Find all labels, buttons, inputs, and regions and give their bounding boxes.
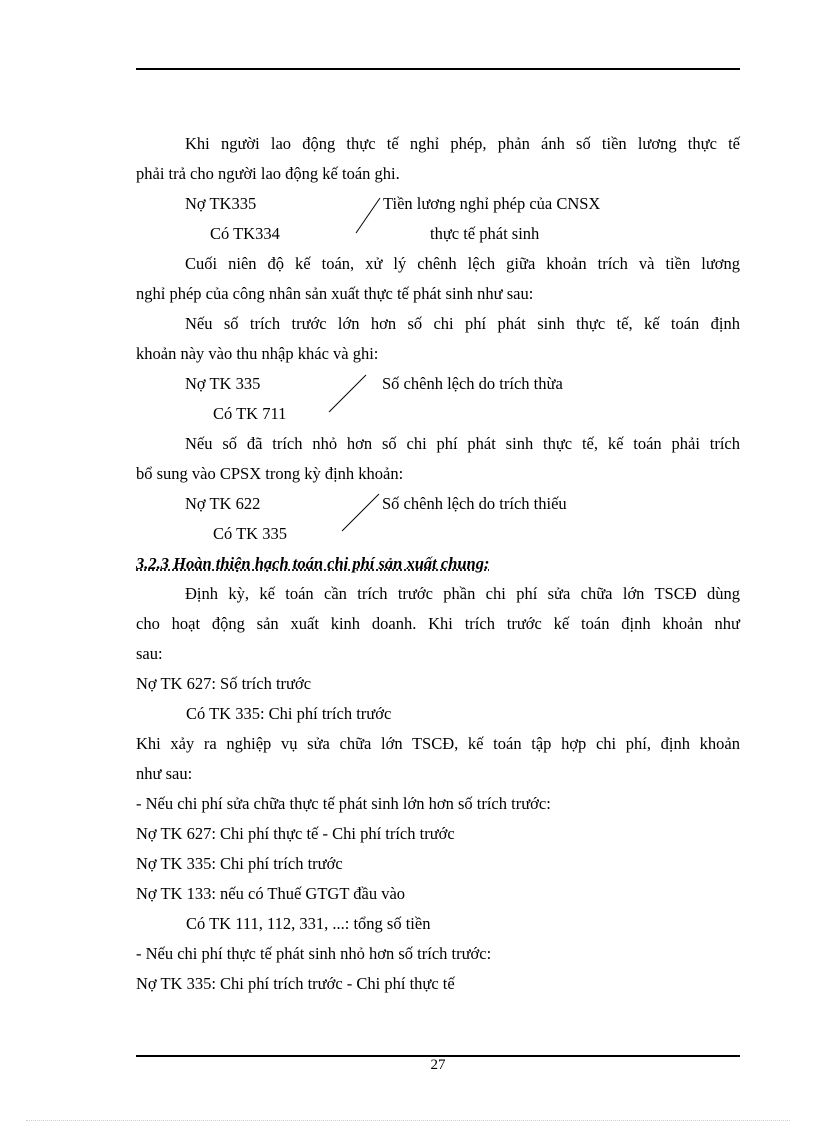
paragraph-line: Nếu số đã trích nhỏ hơn số chi phí phát sinh thực tế, kế toán phải trích [185, 434, 740, 453]
header-rule [136, 68, 740, 70]
paragraph-line: cho hoạt động sản xuất kinh doanh. Khi trích trước kế toán định khoản như [136, 614, 740, 633]
journal-entry-2-credit-line [136, 399, 740, 429]
paragraph-line: như sau: [136, 764, 193, 783]
paragraph-line: khoản này vào thu nhập khác và ghi: [136, 344, 379, 363]
paragraph-line: phải trả cho người lao động kế toán ghi. [136, 164, 400, 183]
page-number: 27 [430, 1057, 446, 1073]
entry-1-credit: Có TK334 [210, 224, 280, 243]
entry-2-note: Số chênh lệch do trích thừa [382, 374, 563, 393]
journal-entry-1-debit-line [136, 189, 740, 219]
entry-1-slash-divider [354, 196, 384, 236]
paragraph-line: - Nếu chi phí thực tế phát sinh nhỏ hơn số trích trước: [136, 944, 492, 963]
entry-2-credit: Có TK 711 [213, 404, 287, 423]
entry-3-credit: Có TK 335 [213, 524, 287, 543]
paragraph-line: Khi xảy ra nghiệp vụ sửa chữa lớn TSCĐ, kế toán tập hợp chi phí, định khoản [136, 734, 740, 753]
paragraph-line: bổ sung vào CPSX trong kỳ định khoản: [136, 464, 404, 483]
paragraph-line: sau: [136, 644, 163, 663]
journal-line: Có TK 111, 112, 331, ...: tổng số tiền [186, 914, 431, 933]
journal-line: Nợ TK 627: Chi phí thực tế - Chi phí trích trước [136, 824, 455, 843]
entry-1-note: Tiền lương nghỉ phép của CNSX [383, 194, 601, 213]
section-heading: 3.2.3 Hoàn thiện hạch toán chi phí sản xuất chung: [136, 554, 490, 573]
entry-3-debit: Nợ TK 622 [185, 494, 261, 513]
journal-entry-2-debit-line [136, 369, 740, 399]
journal-entry-1-credit-line [136, 219, 740, 249]
journal-line: Nợ TK 335: Chi phí trích trước - Chi phí thực tế [136, 974, 455, 993]
paragraph-line: - Nếu chi phí sửa chữa thực tế phát sinh lớn hơn số trích trước: [136, 794, 551, 813]
paragraph-line: nghỉ phép của công nhân sản xuất thực tế phát sinh như sau: [136, 284, 534, 303]
entry-1-debit: Nợ TK335 [185, 194, 257, 213]
paragraph-line: Khi người lao động thực tế nghỉ phép, phản ánh số tiền lương thực tế [185, 134, 740, 153]
entry-2-debit: Nợ TK 335 [185, 374, 261, 393]
journal-line: Nợ TK 133: nếu có Thuế GTGT đầu vào [136, 884, 406, 903]
paragraph-line: Nếu số trích trước lớn hơn số chi phí phát sinh thực tế, kế toán định [185, 314, 740, 333]
paragraph-line: Cuối niên độ kế toán, xử lý chênh lệch giữa khoản trích và tiền lương [185, 254, 740, 273]
page-edge-divider [26, 1120, 790, 1121]
entry-3-note: Số chênh lệch do trích thiếu [382, 494, 567, 513]
journal-entry-3-credit-line [136, 519, 740, 549]
journal-line: Nợ TK 335: Chi phí trích trước [136, 854, 343, 873]
journal-line: Nợ TK 627: Số trích trước [136, 674, 312, 693]
entry-1-note-continued: thực tế phát sinh [430, 224, 540, 243]
entry-3-slash-divider [340, 492, 382, 534]
paragraph-line: Định kỳ, kế toán cần trích trước phần chi phí sửa chữa lớn TSCĐ dùng [185, 584, 740, 603]
journal-entry-3-debit-line [136, 489, 740, 519]
journal-line: Có TK 335: Chi phí trích trước [186, 704, 392, 723]
entry-2-slash-divider [327, 373, 369, 415]
